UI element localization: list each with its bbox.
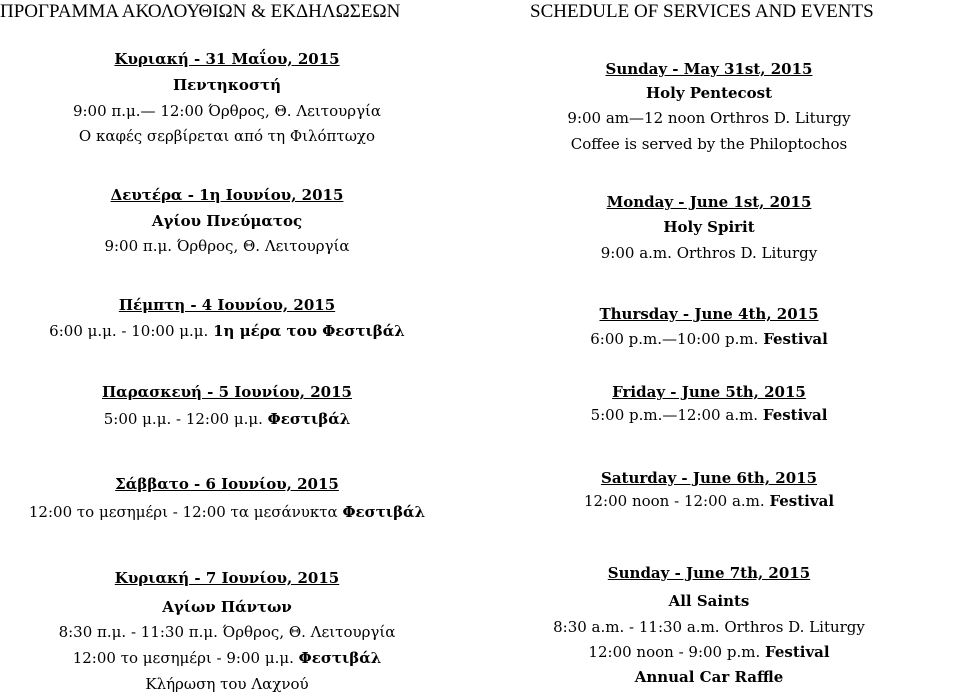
event-line: 9:00 π.μ. Όρθρος, Θ. Λειτουργία bbox=[104, 237, 350, 255]
event-date: Παρασκευή - 5 Ιουνίου, 2015 bbox=[102, 383, 352, 401]
event-time: 5:00 p.m.—12:00 a.m. bbox=[590, 406, 759, 424]
event-line bbox=[0, 648, 467, 668]
event-line: 8:30 π.μ. - 11:30 π.μ. Όρθρος, Θ. Λειτουργία bbox=[58, 623, 396, 641]
event-name: Φεστιβάλ bbox=[298, 649, 382, 667]
event-title: Holy Pentecost bbox=[645, 84, 773, 102]
event-time: 12:00 noon - 12:00 a.m. bbox=[583, 492, 765, 510]
event-time: 5:00 μ.μ. - 12:00 μ.μ. bbox=[103, 410, 263, 428]
event-name: Festival bbox=[769, 492, 835, 510]
event-line bbox=[469, 491, 949, 511]
event-line: 9:00 am—12 noon Orthros D. Liturgy bbox=[567, 109, 851, 127]
event-name: Festival bbox=[762, 406, 828, 424]
event-date: Sunday - June 7th, 2015 bbox=[607, 564, 811, 582]
event-title: Holy Spirit bbox=[663, 218, 755, 236]
event-line bbox=[0, 502, 467, 522]
event-title: Αγίων Πάντων bbox=[162, 598, 292, 616]
event-title: Πεντηκοστή bbox=[173, 76, 281, 94]
event-title: All Saints bbox=[668, 592, 750, 610]
event-time: 12:00 noon - 9:00 p.m. bbox=[588, 643, 761, 661]
event-name: Φεστιβάλ bbox=[342, 503, 426, 521]
event-line bbox=[469, 329, 949, 349]
event-time: 12:00 το μεσημέρι - 12:00 τα μεσάνυκτα bbox=[28, 503, 338, 521]
event-title: Αγίου Πνεύματος bbox=[151, 212, 303, 230]
event-name: Φεστιβάλ bbox=[267, 410, 351, 428]
greek-header: ΠΡΟΓΡΑΜΜΑ ΑΚΟΛΟΥΘΙΩΝ & ΕΚΔΗΛΩΣΕΩΝ bbox=[0, 1, 401, 22]
event-line: 8:30 a.m. - 11:30 a.m. Orthros D. Liturgy bbox=[553, 618, 865, 636]
event-line: Ο καφές σερβίρεται από τη Φιλόπτωχο bbox=[78, 127, 376, 145]
event-name: Festival bbox=[763, 330, 828, 348]
event-date: Monday - June 1st, 2015 bbox=[606, 193, 812, 211]
event-line bbox=[469, 405, 949, 425]
event-line: Coffee is served by the Philoptochos bbox=[570, 135, 848, 153]
event-time: 6:00 μ.μ. - 10:00 μ.μ. bbox=[49, 322, 209, 340]
event-date: Σάββατο - 6 Ιουνίου, 2015 bbox=[115, 475, 339, 493]
event-date: Κυριακή - 31 Μαΐου, 2015 bbox=[114, 50, 340, 68]
event-date: Saturday - June 6th, 2015 bbox=[600, 469, 818, 487]
event-line bbox=[0, 321, 467, 341]
event-time: 6:00 p.m.—10:00 p.m. bbox=[590, 330, 759, 348]
event-line: 9:00 a.m. Orthros D. Liturgy bbox=[600, 244, 818, 262]
event-time: 12:00 το μεσημέρι - 9:00 μ.μ. bbox=[72, 649, 294, 667]
english-header: SCHEDULE OF SERVICES AND EVENTS bbox=[530, 1, 874, 22]
event-date: Thursday - June 4th, 2015 bbox=[599, 305, 819, 323]
event-line: Annual Car Raffle bbox=[634, 668, 784, 686]
event-name: 1η μέρα του Φεστιβάλ bbox=[213, 322, 405, 340]
event-date: Κυριακή - 7 Ιουνίου, 2015 bbox=[114, 569, 340, 587]
event-date: Sunday - May 31st, 2015 bbox=[605, 60, 813, 78]
event-line: 9:00 π.μ.— 12:00 Όρθρος, Θ. Λειτουργία bbox=[72, 102, 382, 120]
event-date: Friday - June 5th, 2015 bbox=[612, 383, 806, 401]
event-date: Πέμπτη - 4 Ιουνίου, 2015 bbox=[118, 296, 336, 314]
event-line bbox=[469, 642, 949, 662]
event-line bbox=[0, 409, 467, 429]
event-date: Δευτέρα - 1η Ιουνίου, 2015 bbox=[110, 186, 344, 204]
event-name: Festival bbox=[765, 643, 830, 661]
event-line: Κλήρωση του Λαχνού bbox=[145, 675, 309, 693]
